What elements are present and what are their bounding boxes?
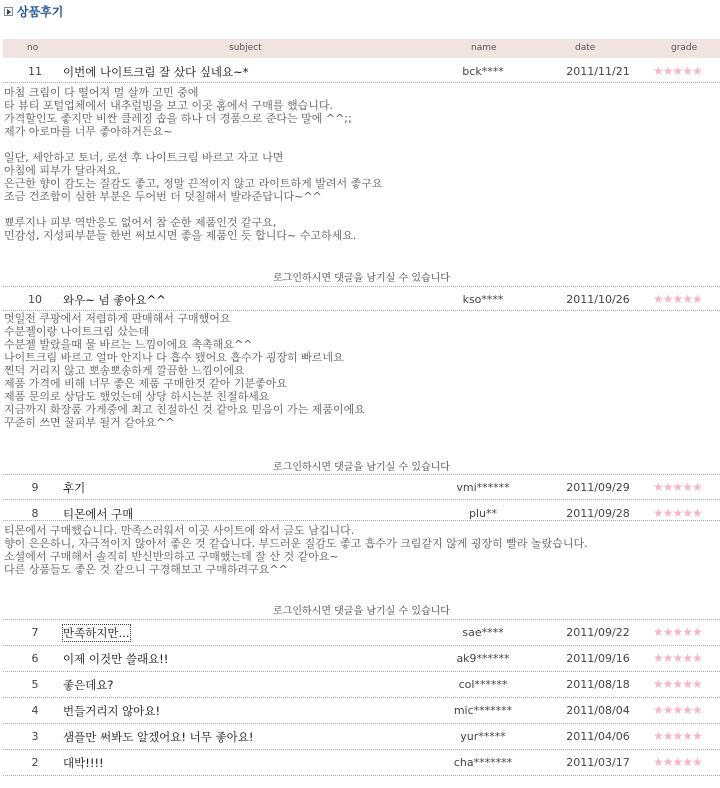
row-no: 5 — [31, 678, 39, 691]
row-name: col****** — [458, 678, 508, 691]
column-date: date — [575, 43, 596, 53]
table-row[interactable] — [3, 621, 720, 643]
star-rating-icon: ★★★★★ — [653, 480, 702, 494]
row-subject-link[interactable]: 이제 이것만 쓸래요!! — [63, 652, 169, 666]
star-rating-icon: ★★★★★ — [653, 506, 702, 520]
bullet-arrow-icon — [4, 7, 13, 16]
row-subject-link[interactable]: 후기 — [63, 481, 86, 495]
star-rating-icon: ★★★★★ — [653, 703, 702, 717]
row-name: cha******* — [453, 756, 513, 769]
row-no: 6 — [31, 652, 39, 665]
row-subject-link[interactable]: 대박!!!! — [63, 756, 104, 770]
row-date: 2011/10/26 — [566, 293, 630, 306]
row-divider — [3, 697, 720, 698]
table-row[interactable] — [3, 476, 720, 498]
row-name: bck**** — [462, 65, 504, 78]
row-no: 4 — [31, 704, 39, 717]
row-name: plu** — [468, 507, 497, 520]
row-divider — [3, 775, 720, 776]
column-no: no — [27, 43, 39, 53]
row-date: 2011/09/29 — [566, 481, 630, 494]
table-row[interactable] — [3, 699, 720, 721]
review-body: 마침 크림이 다 떨어져 멀 살까 고민 중에 타 뷰티 포털업체에서 내추럴빙을 보고 이곳 홈에서 구매를 했습니다. 가격할인도 좋지만 비싼 클레징 솝을 하나 더 경품으로 준다는 말에 ^^;; 제가 아로마를 너무 좋아하거든요~ 일단, 세안하고 토너, 로션 후 나이트크림 바르고 자고 나면 아침에 피부가 달라져요. 은근한 향이 감도는 질감도 좋고, 정말 끈적이지 않고 라이트하게 발려서 좋구요 조금 건조함이 심한 부분은 두어번 더 덧칠해서 발라준답니다~^^ 뾰루지나 피부 역반응도 없어서 참 순한 제품인것 같구요, 민감성, 지성피부분들 한번 써보시면 좋을 제품인 듯 합니다~ 수고하세요. — [4, 86, 383, 242]
row-date: 2011/11/21 — [566, 65, 630, 78]
star-rating-icon: ★★★★★ — [653, 651, 702, 665]
row-divider — [3, 474, 720, 475]
row-date: 2011/04/06 — [566, 730, 630, 743]
row-name: yur***** — [460, 730, 506, 743]
table-row[interactable] — [3, 647, 720, 669]
page-title: 상품후기 — [17, 5, 64, 19]
row-name: sae**** — [462, 626, 504, 639]
star-rating-icon: ★★★★★ — [653, 292, 702, 306]
row-subject-link[interactable]: 좋은데요? — [63, 678, 114, 692]
table-row[interactable] — [3, 751, 720, 773]
row-divider — [3, 310, 720, 311]
row-divider — [3, 749, 720, 750]
column-subject: subject — [229, 43, 262, 53]
row-date: 2011/09/22 — [566, 626, 630, 639]
row-date: 2011/03/17 — [566, 756, 630, 769]
row-date: 2011/09/16 — [566, 652, 630, 665]
row-subject-link[interactable]: 번들거리지 않아요! — [63, 704, 161, 718]
star-rating-icon: ★★★★★ — [653, 729, 702, 743]
page-header — [0, 0, 720, 24]
row-name: kso**** — [462, 293, 504, 306]
row-no: 10 — [28, 293, 42, 306]
login-notice: 로그인하시면 댓글을 남기실 수 있습니다 — [273, 462, 450, 473]
row-divider — [3, 286, 720, 287]
row-subject-link[interactable]: 와우~ 넘 좋아요^^ — [63, 293, 166, 307]
table-row[interactable] — [3, 288, 720, 310]
row-divider — [3, 671, 720, 672]
row-name: ak9****** — [456, 652, 510, 665]
row-no: 8 — [31, 507, 39, 520]
row-date: 2011/09/28 — [566, 507, 630, 520]
star-rating-icon: ★★★★★ — [653, 677, 702, 691]
login-notice: 로그인하시면 댓글을 남기실 수 있습니다 — [273, 606, 450, 617]
column-grade: grade — [671, 43, 698, 53]
row-subject-link[interactable]: 티몬에서 구매 — [63, 507, 134, 521]
row-divider — [3, 645, 720, 646]
review-body: 티몬에서 구매했습니다. 만족스러워서 이곳 사이트에 와서 글도 남깁니다. 향이 은은하니, 자극적이지 않아서 좋은 것 같습니다. 부드러운 질감도 좋고 흡수가 크림같지 않게 굉장히 빨라 놀랐습니다. 소셜에서 구매해서 솔직히 반신반의하고 구매했는데 잘 산 것 같아요~ 다른 상품들도 좋은 것 같으니 구경해보고 구매하려구요^^ — [4, 524, 588, 576]
star-rating-icon: ★★★★★ — [653, 64, 702, 78]
row-date: 2011/08/04 — [566, 704, 630, 717]
star-rating-icon: ★★★★★ — [653, 625, 702, 639]
row-no: 2 — [31, 756, 39, 769]
star-rating-icon: ★★★★★ — [653, 755, 702, 769]
row-date: 2011/08/18 — [566, 678, 630, 691]
row-no: 11 — [28, 65, 42, 78]
row-divider — [3, 619, 720, 620]
login-notice: 로그인하시면 댓글을 남기실 수 있습니다 — [273, 273, 450, 284]
row-no: 7 — [31, 626, 39, 639]
column-name: name — [471, 43, 497, 53]
table-row[interactable] — [3, 725, 720, 747]
row-divider — [3, 82, 720, 83]
table-row[interactable] — [3, 673, 720, 695]
table-header — [3, 39, 720, 58]
table-row[interactable] — [3, 60, 720, 82]
review-body: 멋일전 쿠팡에서 저렴하게 판매해서 구매했어요 수분젤이랑 나이트크림 샀는데 수분젤 발랐을때 물 바르는 느낌이에요 촉촉해요^^ 나이트크림 바르고 얼마 안지나 다 흡수 됐어요 흡수가 굉장히 빠르네요 찐덕 거리지 않고 뽀송뽀송하게 깔끔한 느낌이에요 제품 가격에 비해 너무 좋은 제품 구매한것 같아 기분좋아요 제품 문의로 상담도 했었는데 상당 하시는분 친절하세요 지금까지 화장품 가게중에 최고 친절하신 것 같아요 믿음이 가는 제품이에요 꾸준히 쓰면 꿀피부 될거 같아요^^ — [4, 312, 365, 429]
row-subject-link[interactable]: 샘플만 써봐도 알겠어요! 너무 좋아요! — [63, 730, 254, 744]
row-divider — [3, 499, 720, 500]
row-no: 3 — [31, 730, 39, 743]
row-name: mic******* — [453, 704, 513, 717]
row-divider — [3, 723, 720, 724]
row-subject-link[interactable]: 이번에 나이트크림 잘 샀다 싶네요~* — [63, 65, 249, 79]
row-name: vmi****** — [456, 481, 510, 494]
row-subject-link[interactable]: 만족하지만... — [63, 626, 130, 640]
row-no: 9 — [31, 481, 39, 494]
row-divider — [3, 520, 720, 521]
